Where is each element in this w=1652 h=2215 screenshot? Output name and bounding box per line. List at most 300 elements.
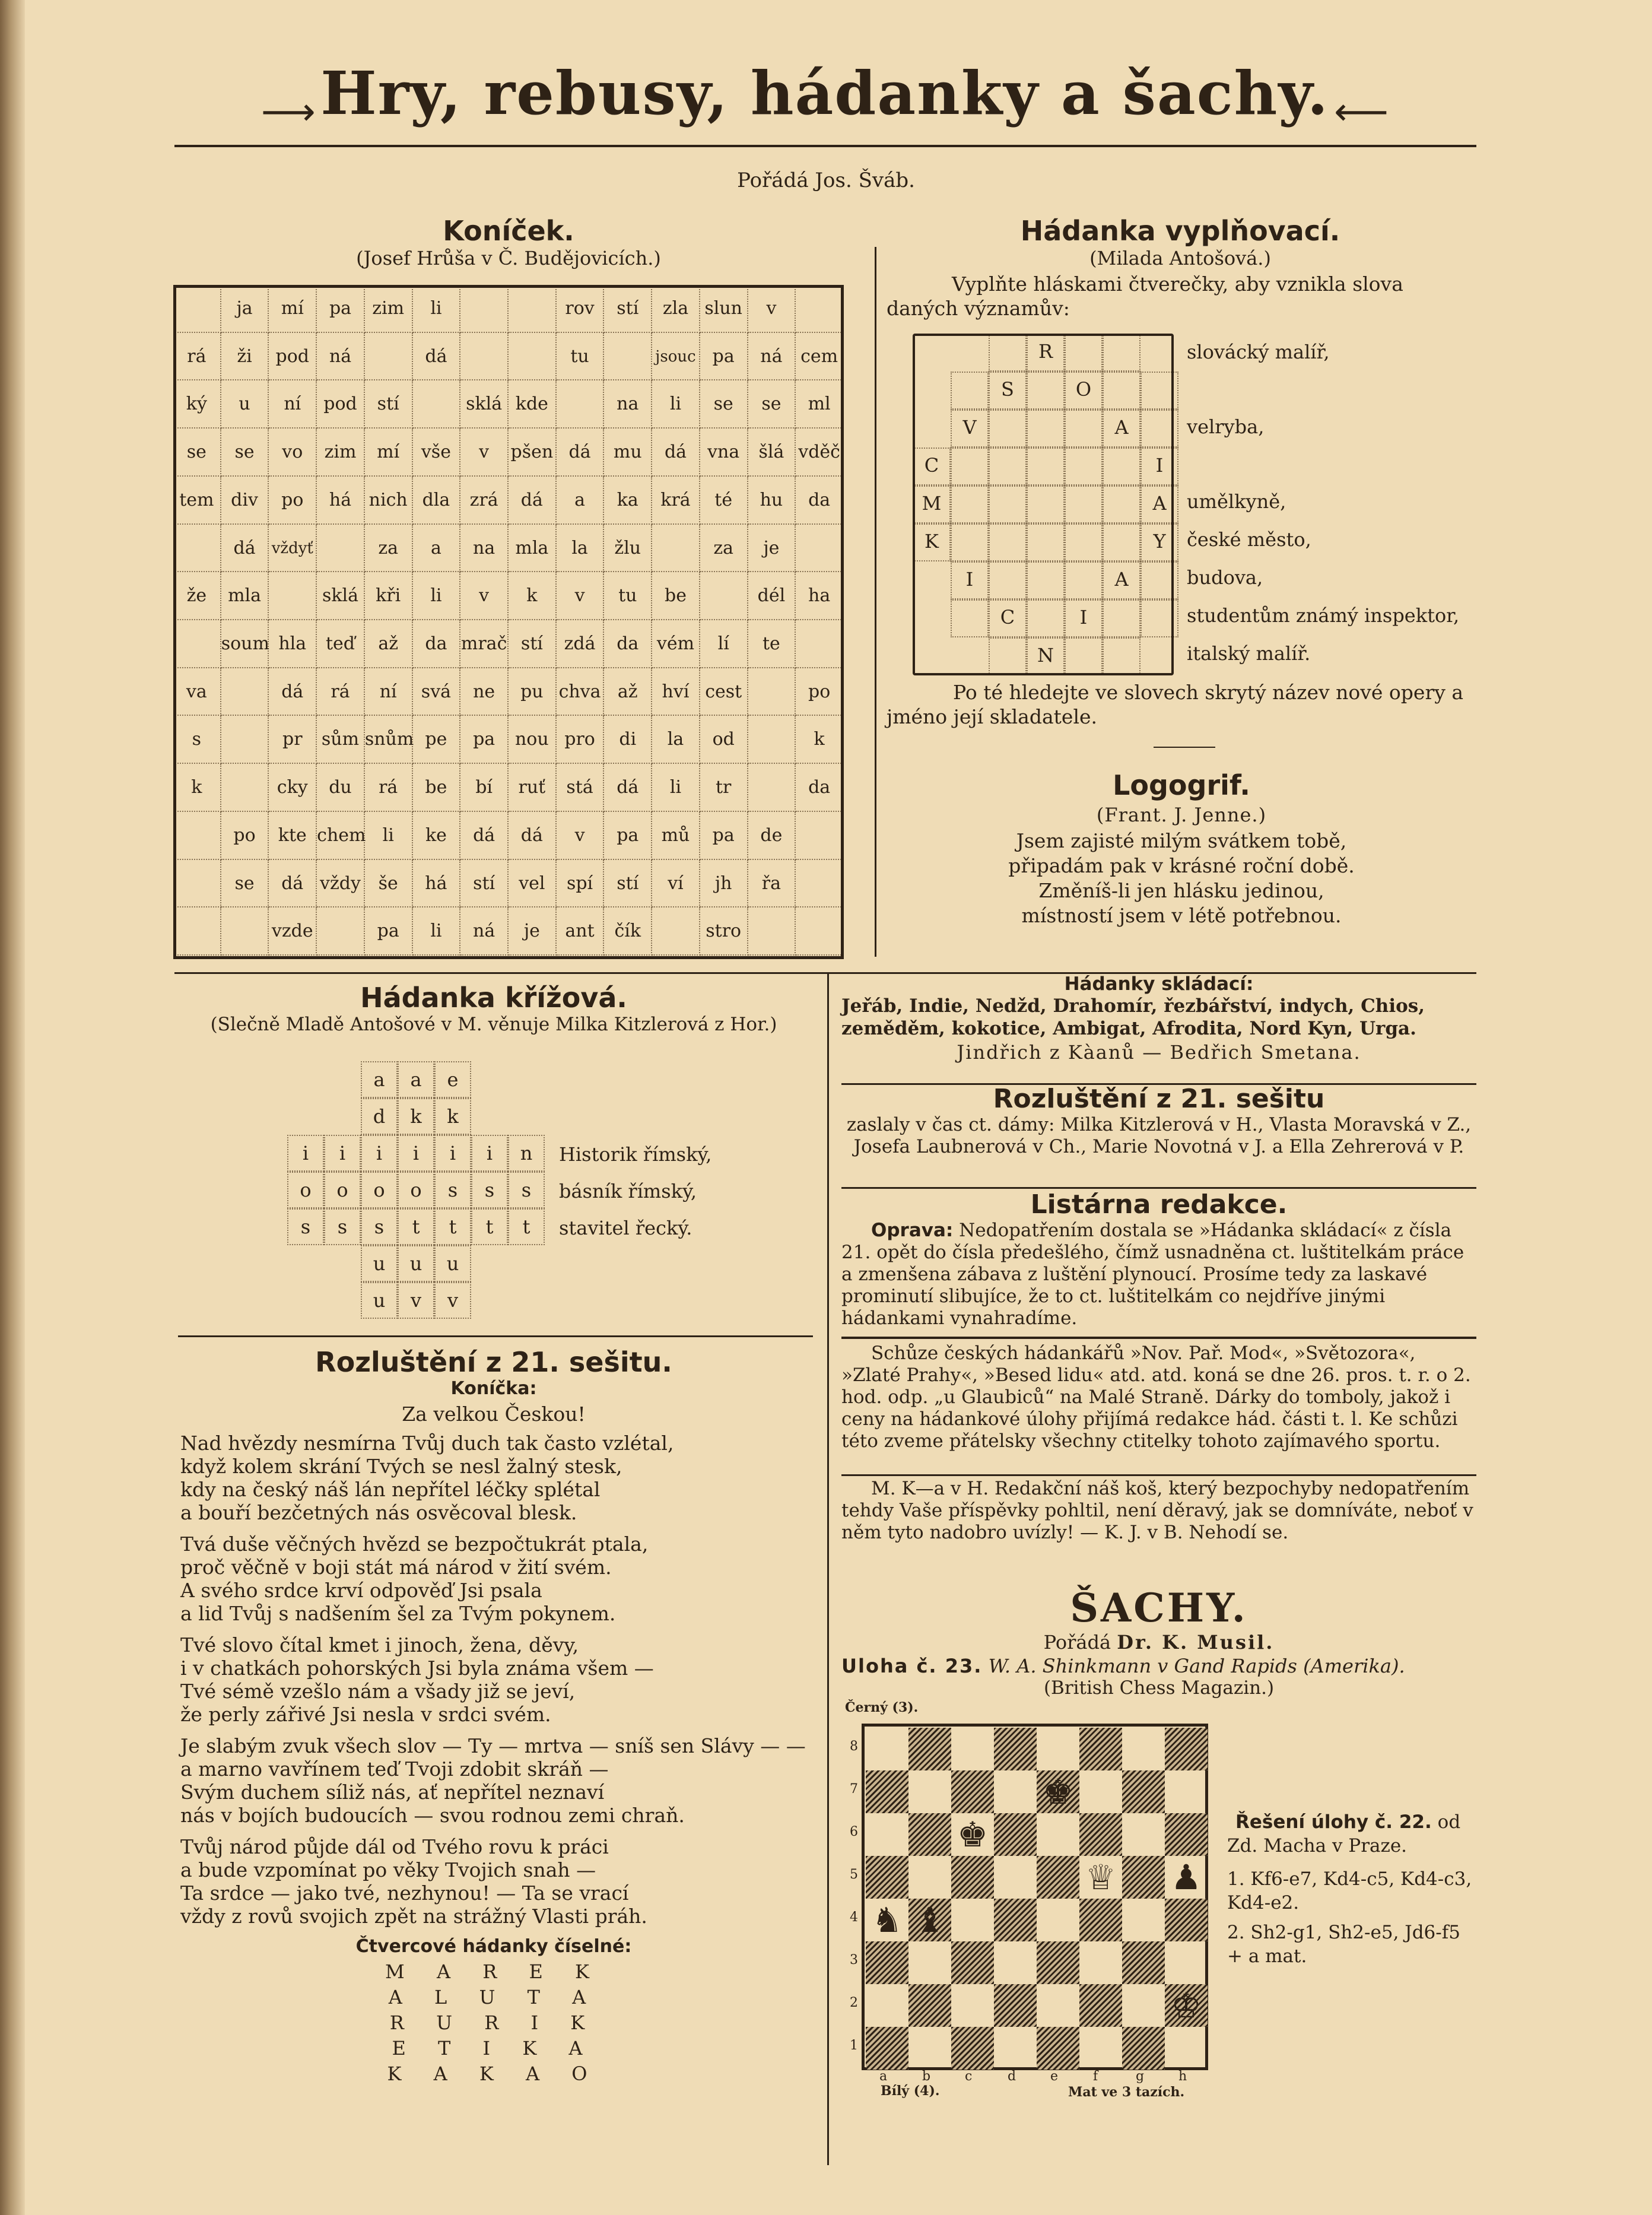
board-square	[994, 1813, 1037, 1856]
krizova-cell: a	[361, 1061, 398, 1098]
konicek-cell: li	[365, 812, 413, 860]
poem-line: Tvůj národ půjde dál od Tvého rovu k práci	[180, 1835, 609, 1858]
konicek-cell: vel	[509, 860, 557, 908]
board-square	[908, 1984, 951, 2027]
konicek-cell: dá	[557, 429, 605, 477]
konicek-cell: pšen	[509, 429, 557, 477]
konicek-cell: pa	[700, 333, 748, 381]
konicek-cell: ha	[796, 572, 844, 620]
konicek-cell	[796, 525, 844, 573]
vyplnovaci-clue: budova,	[1187, 566, 1263, 589]
board-square	[994, 1856, 1037, 1899]
uloha-composer: W. A. Shinkmann v Gand Rapids (Amerika).	[988, 1655, 1405, 1677]
konicek-cell: nich	[365, 477, 413, 525]
logogrif-lines	[887, 829, 1476, 928]
skladaci-text: Jeřáb, Indie, Nedžd, Drahomír, řezbářství, indych, Chios, zeměděm, kokotice, Ambigat, Afrodita, Nord Kyn, Urga.	[841, 995, 1425, 1039]
uloha-line	[841, 1655, 1476, 1677]
file-label: a	[879, 2069, 888, 2084]
poem-line: proč věčně v boji stát má národ v žití svém.	[180, 1556, 612, 1579]
konicek-cell: ná	[317, 333, 365, 381]
krizova-cell: s	[324, 1208, 361, 1245]
board-square	[1165, 1941, 1208, 1984]
krizova-cell: t	[471, 1208, 508, 1245]
board-square	[866, 1728, 908, 1770]
sachy-editor-name: Dr. K. Musil.	[1117, 1631, 1275, 1654]
poem-line: nás v bojích budoucích — svou rodnou zemi chraň.	[180, 1804, 685, 1827]
board-square	[994, 1728, 1037, 1770]
konicek-cell	[221, 668, 269, 716]
konicek-cell: li	[413, 907, 461, 956]
oprava-text: Nedopatřením dostala se »Hádanka skládací« z čísla 21. opět do čísla předešlého, čímž usnadněna ct. luštitelkám práce a zmenšena zábava z luštění plynoucí. Prosíme tedy za laskavé prominutí slibujíce, že to ct. luštitelkám co nejdříve jinými hádankami vynahradíme.	[841, 1220, 1464, 1329]
konicek-cell: pe	[413, 716, 461, 764]
konicek-cell: tu	[604, 572, 652, 620]
vyplnovaci-clue: italský malíř.	[1187, 642, 1311, 665]
konicek-cell: mí	[269, 285, 317, 333]
konicek-cell: v	[557, 812, 605, 860]
poem-line: Ta srdce — jako tvé, nezhynou! — Ta se vrací	[180, 1881, 629, 1905]
poem-line: Tvá duše věčných hvězd se bezpočtukrát ptala,	[180, 1532, 649, 1556]
krizova-section	[173, 982, 814, 1035]
board-square	[1037, 1813, 1079, 1856]
konicek-cell: sklá	[317, 572, 365, 620]
board-square	[951, 1984, 994, 2027]
poem-line: A svého srdce krví odpověď Jsi psala	[180, 1579, 542, 1602]
solution-title: Řešení úlohy č. 22.	[1235, 1811, 1432, 1833]
konicek-cell: dá	[604, 764, 652, 812]
konicek-cell: da	[604, 620, 652, 668]
sachy-editor	[841, 1631, 1476, 1654]
konicek-cell: je	[748, 525, 796, 573]
vyplnovaci-letter: S	[1001, 378, 1014, 401]
konicek-cell: žlu	[604, 525, 652, 573]
vyplnovaci-clue: umělkyně,	[1187, 490, 1286, 513]
krizova-clue: Historik římský,	[559, 1143, 712, 1166]
board-square	[951, 1770, 994, 1813]
editor-line: Pořádá Jos. Šváb.	[737, 169, 915, 192]
vyplnovaci-title: Hádanka vyplňovací.	[1020, 215, 1340, 247]
poem-line: že perly zářivé Jsi nesla v srdci svém.	[180, 1703, 551, 1726]
board-square	[1079, 2027, 1122, 2070]
board-square	[866, 1941, 908, 1984]
krizova-cell: a	[398, 1061, 434, 1098]
konicek-cell: jh	[700, 860, 748, 908]
poem-line: i v chatkách pohorských Jsi byla známa všem —	[180, 1657, 654, 1680]
file-label: d	[1008, 2069, 1016, 2084]
logogrif-line: Změníš-li jen hlásku jedinou,	[1038, 879, 1324, 902]
file-label: c	[965, 2069, 973, 2084]
vyplnovaci-clue: slovácký malíř,	[1187, 341, 1330, 363]
konicek-cell: ka	[604, 477, 652, 525]
board-square	[1165, 1813, 1208, 1856]
konicek-cell: rá	[365, 764, 413, 812]
board-square	[1079, 1770, 1122, 1813]
konicek-cell: pa	[317, 285, 365, 333]
konicek-cell	[748, 716, 796, 764]
konicek-cell: rá	[173, 333, 221, 381]
rank-label: 1	[850, 2038, 858, 2053]
mate-label: Mat ve 3 tazích.	[1068, 2084, 1185, 2100]
logogrif-author: (Frant. J. Jenne.)	[1096, 804, 1267, 826]
konicek-cell: v	[460, 572, 509, 620]
konicek-cell: lí	[700, 620, 748, 668]
konicek-cell	[652, 907, 700, 956]
konicek-cell: cky	[269, 764, 317, 812]
konicek-cell	[557, 380, 605, 429]
vyplnovaci-letter: C	[924, 454, 939, 477]
konicek-cell: dá	[269, 668, 317, 716]
poem-stanza	[180, 1633, 814, 1726]
konicek-cell: la	[557, 525, 605, 573]
konicek-cell: v	[460, 429, 509, 477]
konicek-cell	[317, 525, 365, 573]
konicek-cell: še	[365, 860, 413, 908]
konicek-cell: ná	[460, 907, 509, 956]
rank-label: 6	[850, 1824, 858, 1839]
konicek-cell	[173, 285, 221, 333]
konicek-cell: vždyť	[269, 525, 317, 573]
vyplnovaci-letter: I	[1079, 606, 1088, 629]
konicek-cell: pa	[604, 812, 652, 860]
konicek-cell: pa	[700, 812, 748, 860]
konicek-cell: tu	[557, 333, 605, 381]
konicek-cell: šlá	[748, 429, 796, 477]
vyplnovaci-outro: Po té hledejte ve slovech skrytý název nové opery a jméno její skladatele.	[887, 681, 1464, 728]
vyplnovaci-letter: R	[1038, 340, 1053, 363]
konicek-cell: dá	[269, 860, 317, 908]
konicek-cell: va	[173, 668, 221, 716]
board-square	[1165, 1770, 1208, 1813]
konicek-cell: de	[748, 812, 796, 860]
krizova-cell: v	[398, 1282, 434, 1319]
krizova-cell: n	[508, 1135, 545, 1172]
vyplnovaci-intro: Vyplňte hláskami čtverečky, aby vznikla slova daných významův:	[887, 272, 1403, 320]
konicek-cell: ná	[748, 333, 796, 381]
konicek-cell: ant	[557, 907, 605, 956]
konicek-cell: po	[269, 477, 317, 525]
column-divider-bottom	[827, 972, 829, 2165]
konicek-cell	[796, 620, 844, 668]
konicek-cell: na	[604, 380, 652, 429]
konicek-cell: spí	[557, 860, 605, 908]
poem-stanza	[180, 1532, 814, 1625]
left-arrow-ornament: ⟶	[261, 90, 316, 134]
krizova-title: Hádanka křížová.	[360, 982, 627, 1014]
konicek-cell: zim	[317, 429, 365, 477]
konicek-cell	[796, 860, 844, 908]
vyplnovaci-letter: A	[1114, 568, 1129, 591]
listarna-title: Listárna redakce.	[1030, 1189, 1288, 1220]
board-square	[1037, 1941, 1079, 1984]
grid-border	[173, 285, 844, 288]
krizova-cell: s	[287, 1208, 324, 1245]
solution-move: 2. Sh2-g1, Sh2-e5, Jd6-f5 + a mat.	[1227, 1922, 1460, 1967]
konicek-cell: na	[460, 525, 509, 573]
board-square	[1122, 1813, 1165, 1856]
konicek-cell: u	[221, 380, 269, 429]
file-label: g	[1136, 2069, 1145, 2084]
vyplnovaci-letter: C	[1000, 606, 1015, 629]
board-square	[1122, 1941, 1165, 1984]
konicek-author: (Josef Hrůša v Č. Budějovicích.)	[356, 247, 661, 269]
rank-label: 8	[850, 1739, 858, 1754]
board-square	[994, 1899, 1037, 1941]
board-square	[908, 2027, 951, 2070]
board-square	[1165, 1899, 1208, 1941]
konicek-cell: mla	[509, 525, 557, 573]
krizova-cell: i	[398, 1135, 434, 1172]
rozluseni-title: Rozluštění z 21. sešitu.	[315, 1346, 672, 1378]
konicek-cell: hla	[269, 620, 317, 668]
ctverce-row: E T I K A	[392, 2037, 596, 2059]
konicek-cell: v	[557, 572, 605, 620]
board-square	[1079, 1899, 1122, 1941]
konicek-cell	[604, 333, 652, 381]
grid-border	[841, 285, 844, 959]
konicek-cell: zim	[365, 285, 413, 333]
konicek-cell: ne	[460, 668, 509, 716]
krizova-cell: u	[434, 1245, 471, 1282]
konicek-cell	[509, 285, 557, 333]
konicek-cell: tem	[173, 477, 221, 525]
vyplnovaci-clue: studentům známý inspektor,	[1187, 604, 1460, 627]
konicek-cell: ml	[796, 380, 844, 429]
konicek-cell: pa	[460, 716, 509, 764]
chess-piece: ♚	[957, 1814, 988, 1855]
konicek-cell: rov	[557, 285, 605, 333]
krizova-cell: t	[434, 1208, 471, 1245]
konicek-cell: sklá	[460, 380, 509, 429]
board-square	[951, 2027, 994, 2070]
konicek-cell: soum	[221, 620, 269, 668]
board-square	[866, 2027, 908, 2070]
chess-board	[862, 1724, 1208, 2070]
konicek-cell	[173, 812, 221, 860]
konicek-cell: snům	[365, 716, 413, 764]
vyplnovaci-letter: I	[965, 568, 974, 591]
poem-line: a bouří bezčetných nás osvěcoval blesk.	[180, 1501, 577, 1524]
krizova-cell: i	[434, 1135, 471, 1172]
short-divider	[1154, 747, 1215, 748]
konicek-cell: mla	[221, 572, 269, 620]
konicek-cell	[413, 380, 461, 429]
right-arrow-ornament: ⟵	[1334, 90, 1389, 134]
board-square	[1122, 1770, 1165, 1813]
krizova-cell: u	[361, 1245, 398, 1282]
left-divider	[178, 1335, 813, 1337]
konicek-cell	[173, 620, 221, 668]
konicek-cell: div	[221, 477, 269, 525]
konicek-cell: vždy	[317, 860, 365, 908]
ctverce-row: R U R I K	[389, 2011, 598, 2034]
konicek-cell: se	[173, 429, 221, 477]
vyplnovaci-grid	[913, 334, 1174, 672]
poem-line: Tvé slovo čítal kmet i jinoch, žena, děvy,	[180, 1633, 579, 1657]
konicek-cell: po	[221, 812, 269, 860]
ctverce-row: K A K A O	[387, 2062, 601, 2085]
konicek-cell	[221, 716, 269, 764]
board-square	[866, 1813, 908, 1856]
konicek-cell: s	[173, 716, 221, 764]
solution-author: od Zd. Macha v Praze.	[1227, 1811, 1461, 1857]
rank-label: 7	[850, 1782, 858, 1797]
krizova-cell: k	[398, 1098, 434, 1135]
skladaci-signature: Jindřich z Kàanů — Bedřich Smetana.	[957, 1041, 1361, 1064]
krizova-author: (Slečně Mladě Antošové v M. věnuje Milka Kitzlerová z Hor.)	[210, 1014, 777, 1035]
konicek-cell: ke	[413, 812, 461, 860]
board-square	[1037, 2027, 1079, 2070]
rank-labels	[850, 1724, 862, 2070]
konicek-cell: stí	[365, 380, 413, 429]
konicek-cell: mů	[652, 812, 700, 860]
konicek-cell: vděč	[796, 429, 844, 477]
poem-line: Nad hvězdy nesmírna Tvůj duch tak často vzlétal,	[180, 1432, 674, 1455]
board-square	[1037, 1899, 1079, 1941]
board-square	[866, 1770, 908, 1813]
konicek-cell: svá	[413, 668, 461, 716]
file-labels	[862, 2069, 1208, 2084]
oprava-label: Oprava:	[871, 1220, 954, 1241]
ctverce-grid	[173, 1959, 814, 2087]
konicek-cell: až	[365, 620, 413, 668]
logogrif-title: Logogrif.	[1113, 769, 1250, 801]
board-square	[1165, 2027, 1208, 2070]
rozluseni-right-section	[841, 1084, 1476, 1158]
vyplnovaci-clues	[1187, 0, 1483, 712]
divider	[841, 1187, 1476, 1189]
konicek-cell: a	[557, 477, 605, 525]
board-square	[1037, 1856, 1079, 1899]
konicek-cell: kři	[365, 572, 413, 620]
board-square	[908, 1728, 951, 1770]
poem-line: Tvé sémě vzešlo nám a všady již se jeví,	[180, 1680, 576, 1703]
logogrif-section	[887, 769, 1476, 928]
konicek-cell: po	[796, 668, 844, 716]
konicek-cell: dla	[413, 477, 461, 525]
board-square	[1122, 1856, 1165, 1899]
konicek-grid	[173, 285, 844, 959]
poem-line: vždy z rovů svojich zpět na strážný Vlasti práh.	[180, 1905, 647, 1928]
konicek-cell: mu	[604, 429, 652, 477]
poem-line: když kolem skrání Tvých se nesl žalný stesk,	[180, 1455, 622, 1478]
konicek-cell: vzde	[269, 907, 317, 956]
konicek-cell: li	[652, 380, 700, 429]
board-square	[1165, 1728, 1208, 1770]
konicek-cell: krá	[652, 477, 700, 525]
konicek-cell: ní	[269, 380, 317, 429]
konicek-cell	[652, 525, 700, 573]
grid-frame	[913, 334, 1174, 675]
konicek-cell: stá	[557, 764, 605, 812]
board-square	[951, 1728, 994, 1770]
file-label: h	[1178, 2069, 1187, 2084]
konicek-cell: kde	[509, 380, 557, 429]
chess-piece: ♚	[1043, 1772, 1073, 1812]
konicek-cell: dá	[460, 812, 509, 860]
konicek-cell: pa	[365, 907, 413, 956]
konicek-cell: řa	[748, 860, 796, 908]
konicek-cell: pro	[557, 716, 605, 764]
poem-line: kdy na český náš lán nepřítel léčky splétal	[180, 1478, 601, 1501]
konicek-cell: da	[796, 764, 844, 812]
krizova-cell: u	[361, 1282, 398, 1319]
konicek-cell: se	[748, 380, 796, 429]
konicek-cell: jsouc	[652, 333, 700, 381]
krizova-cell: i	[324, 1135, 361, 1172]
chess-piece: ♕	[1085, 1857, 1116, 1897]
board-square	[1122, 2027, 1165, 2070]
poem-stanza	[180, 1432, 814, 1524]
krizova-cell: s	[471, 1172, 508, 1208]
konicek-cell: li	[413, 285, 461, 333]
poem-stanza	[180, 1835, 814, 1928]
board-square	[908, 1941, 951, 1984]
konicek-cell	[748, 764, 796, 812]
board-square	[994, 1770, 1037, 1813]
konicek-cell	[748, 907, 796, 956]
krizova-cell: i	[361, 1135, 398, 1172]
konicek-cell: stí	[460, 860, 509, 908]
konicek-cell: ní	[365, 668, 413, 716]
konicek-cell: k	[173, 764, 221, 812]
konicek-cell	[269, 572, 317, 620]
vyplnovaci-letter: A	[1152, 492, 1167, 515]
krizova-cell: o	[398, 1172, 434, 1208]
konicek-cell: chva	[557, 668, 605, 716]
chess-piece: ♔	[1171, 1985, 1202, 2026]
konicek-cell: vše	[413, 429, 461, 477]
vyplnovaci-letter: Y	[1153, 530, 1166, 553]
krizova-cell: u	[398, 1245, 434, 1282]
konicek-cell: di	[604, 716, 652, 764]
board-square	[1079, 1984, 1122, 2027]
poem-stanza	[180, 1734, 814, 1827]
konicek-cell: sům	[317, 716, 365, 764]
chess-piece: ♟	[1171, 1857, 1202, 1897]
konicek-cell: k	[509, 572, 557, 620]
board-square	[951, 1899, 994, 1941]
konicek-cell: té	[700, 477, 748, 525]
konicek-section	[173, 215, 844, 269]
board-square	[994, 1984, 1037, 2027]
krizova-cell: t	[508, 1208, 545, 1245]
konicek-cell	[460, 285, 509, 333]
konicek-cell: ruť	[509, 764, 557, 812]
sachy-title: ŠACHY.	[1070, 1585, 1248, 1631]
skladaci-title: Hádanky skládací:	[1064, 973, 1254, 995]
konicek-cell: až	[604, 668, 652, 716]
konicek-cell: za	[365, 525, 413, 573]
krizova-cell: i	[287, 1135, 324, 1172]
vyplnovaci-letter: V	[962, 416, 977, 439]
konicek-cell: stí	[509, 620, 557, 668]
board-square	[1037, 1728, 1079, 1770]
konicek-cell: v	[748, 285, 796, 333]
schuze-paragraph: Schůze českých hádankářů »Nov. Pař. Mod«, »Světozora«, »Zlaté Prahy«, »Besed lidu« atd. atd. koná se dne 26. pros. t. r. o 2. hod. odp. „u Glaubiců“ na Malé Straně. Dárky do tomboly, jakož i ceny na hádankové úlohy přijímá redakce hád. části t. l. Ke schůzi této zveme přátelsky všechny ctitelky tohoto zajímavého sportu.	[841, 1343, 1471, 1452]
konicek-cell: dá	[413, 333, 461, 381]
konicek-cell: je	[509, 907, 557, 956]
board-square	[951, 1941, 994, 1984]
konicek-cell: ký	[173, 380, 221, 429]
konicek-cell: že	[173, 572, 221, 620]
ctverce-title: Čtvercové hádanky číselné:	[355, 1936, 632, 1957]
konicek-cell: se	[221, 860, 269, 908]
vyplnovaci-clue: české město,	[1187, 528, 1311, 551]
board-square	[951, 1856, 994, 1899]
konicek-cell: ja	[221, 285, 269, 333]
konicek-cell: pod	[269, 333, 317, 381]
konicek-cell: rá	[317, 668, 365, 716]
konicek-cell: stro	[700, 907, 748, 956]
